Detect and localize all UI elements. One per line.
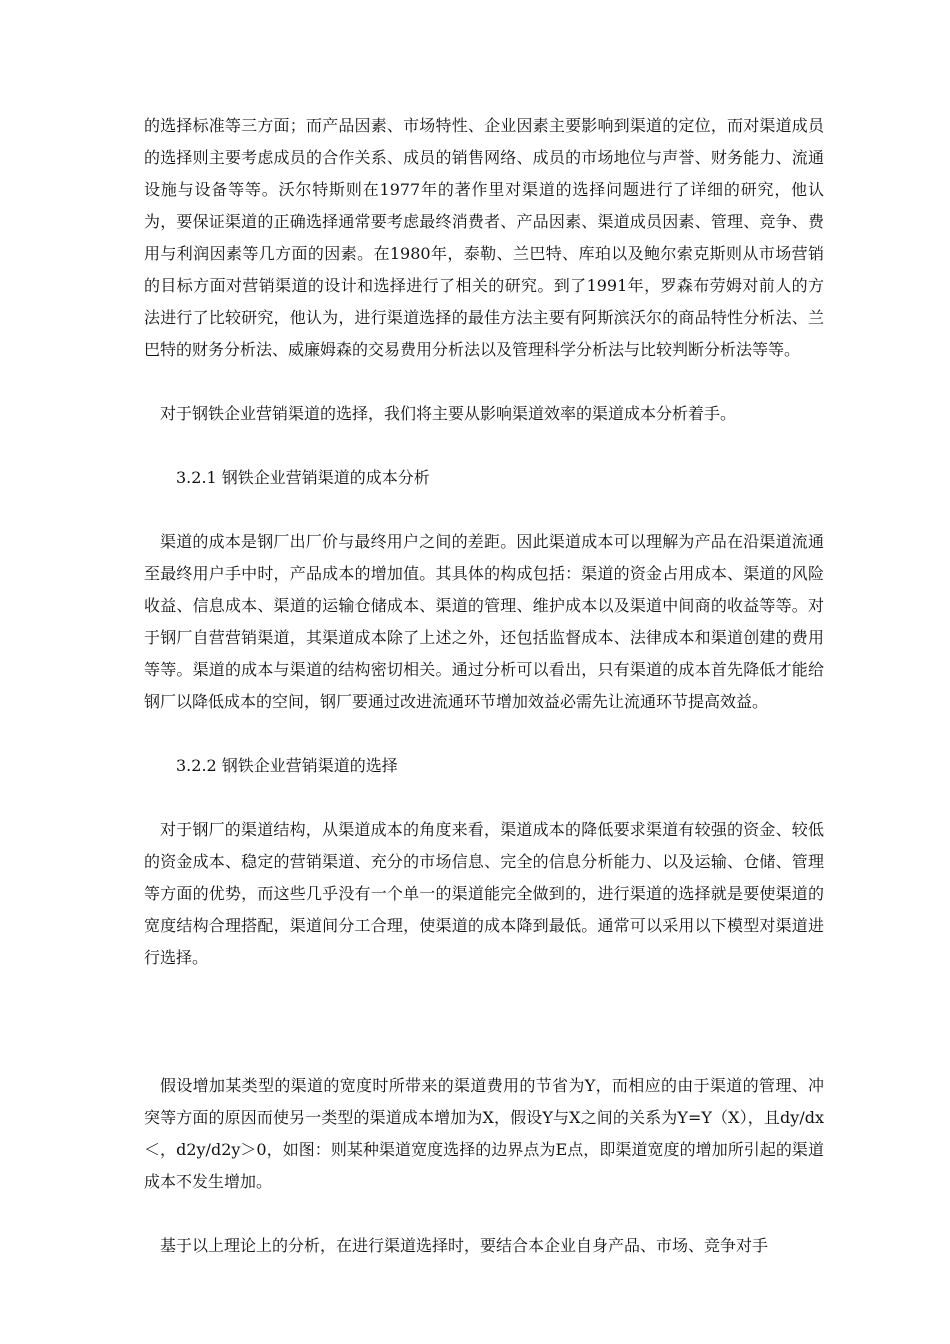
spacer [144, 430, 824, 462]
spacer [144, 718, 824, 750]
spacer [144, 366, 824, 398]
paragraph-conclusion-start: 基于以上理论上的分析，在进行渠道选择时，要结合本企业自身产品、市场、竞争对手 [160, 1236, 769, 1255]
paragraph-channel-structure: 对于钢厂的渠道结构，从渠道成本的角度来看，渠道成本的降低要求渠道有较强的资金、较低的资金成本、稳定的营销渠道、充分的市场信息、完全的信息分析能力、以及运输、仓储、管理等方面的优势，而这些几乎没有一个单一的渠道能完全做到的，进行渠道的选择就是要使渠道的宽度结构合理搭配，渠道间分工合理，使渠道的成本降到最低。通常可以采用以下模型对渠道进行选择。 [144, 820, 824, 967]
spacer [144, 782, 824, 814]
paragraph-channel-cost-analysis: 渠道的成本是钢厂出厂价与最终用户之间的差距。因此渠道成本可以理解为产品在沿渠道流通至最终用户手中时，产品成本的增加值。其具体的构成包括：渠道的资金占用成本、渠道的风险收益、信息成本、渠道的运输仓储成本、渠道的管理、维护成本以及渠道中间商的收益等等。对于钢厂自营营销渠道，其渠道成本除了上述之外，还包括监督成本、法律成本和渠道创建的费用等等。渠道的成本与渠道的结构密切相关。通过分析可以看出，只有渠道的成本首先降低才能给钢厂以降低成本的空间，钢厂要通过改进流通环节增加效益必需先让流通环节提高效益。 [144, 532, 824, 711]
document-body [144, 110, 824, 1262]
section-heading-3-2-2: 3.2.2 钢铁企业营销渠道的选择 [176, 756, 398, 775]
paragraph-model-assumption: 假设增加某类型的渠道的宽度时所带来的渠道费用的节省为Y，而相应的由于渠道的管理、冲突等方面的原因而使另一类型的渠道成本增加为X，假设Y与X之间的关系为Y=Y（X），且dy/dx＜，d2y/d2y＞0，如图：则某种渠道宽度选择的边界点为E点，即渠道宽度的增加所引起的渠道成本不发生增加。 [144, 1076, 824, 1191]
spacer [144, 494, 824, 526]
spacer [144, 1198, 824, 1230]
section-heading-3-2-1: 3.2.1 钢铁企业营销渠道的成本分析 [176, 468, 430, 487]
paragraph-steel-channel-intro: 对于钢铁企业营销渠道的选择，我们将主要从影响渠道效率的渠道成本分析着手。 [160, 404, 737, 423]
paragraph-channel-selection-literature: 的选择标准等三方面；而产品因素、市场特性、企业因素主要影响到渠道的定位，而对渠道成员的选择则主要考虑成员的合作关系、成员的销售网络、成员的市场地位与声誉、财务能力、流通设施与设备等等。沃尔特斯则在1977年的著作里对渠道的选择问题进行了详细的研究，他认为，要保证渠道的正确选择通常要考虑最终消费者、产品因素、渠道成员因素、管理、竞争、费用与利润因素等几方面的因素。在1980年，泰勒、兰巴特、库珀以及鲍尔索克斯则从市场营销的目标方面对营销渠道的设计和选择进行了相关的研究。到了1991年，罗森布劳姆对前人的方法进行了比较研究，他认为，进行渠道选择的最佳方法主要有阿斯滨沃尔的商品特性分析法、兰巴特的财务分析法、威廉姆森的交易费用分析法以及管理科学分析法与比较判断分析法等等。 [144, 116, 824, 359]
figure-placeholder [144, 974, 824, 1070]
